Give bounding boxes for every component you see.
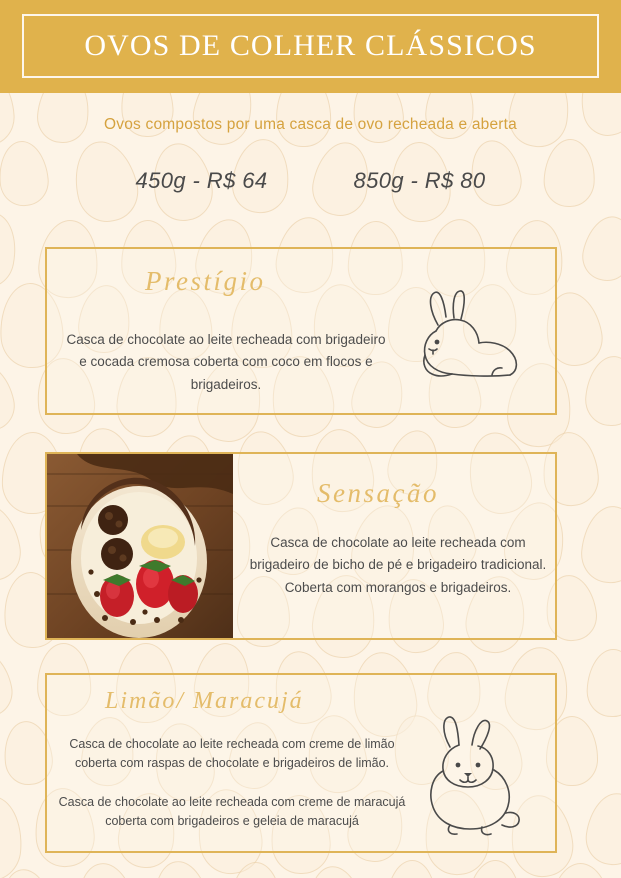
header-frame (22, 14, 599, 78)
product-name-prestigio: Prestígio (145, 266, 266, 296)
product-description-limao: Casca de chocolate ao leite recheada com creme de limão coberta com raspas de chocolate e brigadeiros de limão. (69, 737, 395, 771)
product-card-limao-maracuja (45, 673, 557, 853)
bunny-icon (392, 287, 542, 397)
product-card-sensacao (45, 452, 557, 640)
easter-egg-photo (47, 454, 233, 638)
page-title: OVOS DE COLHER CLÁSSICOS (84, 29, 537, 62)
price-list (0, 168, 621, 194)
bunny-icon (402, 713, 542, 838)
price-850g: 850g - R$ 80 (353, 168, 486, 193)
price-450g: 450g - R$ 64 (135, 168, 268, 193)
product-card-prestigio (45, 247, 557, 415)
product-description-prestigio: Casca de chocolate ao leite recheada com brigadeiro e cocada cremosa coberta com coco em flocos e brigadeiros. (66, 332, 386, 392)
subtitle-text: Ovos compostos por uma casca de ovo recheada e aberta (104, 116, 517, 133)
product-name-limao-maracuja: Limão/ Maracujá (105, 688, 304, 714)
product-name-sensacao: Sensação (317, 478, 439, 508)
product-description-sensacao: Casca de chocolate ao leite recheada com brigadeiro de bicho de pé e brigadeiro tradicional. Coberta com morangos e brigadeiros. (249, 535, 547, 595)
product-description-maracuja: Casca de chocolate ao leite recheada com creme de maracujá coberta com brigadeiros e geleia de maracujá (58, 795, 406, 829)
